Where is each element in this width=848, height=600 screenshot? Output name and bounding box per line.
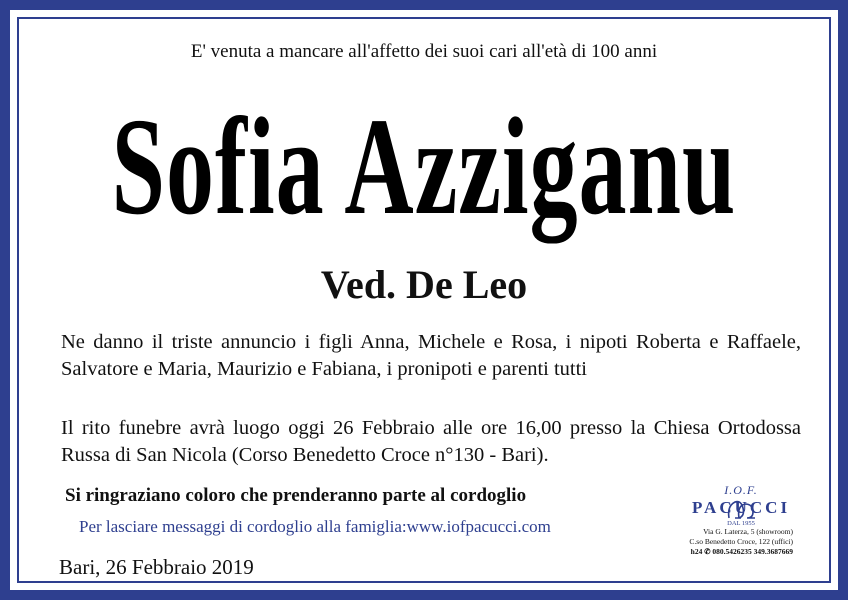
intro-text: E' venuta a mancare all'affetto dei suoi cari all'età di 100 anni [190, 41, 658, 62]
widow-of-text: Ved. De Leo [320, 262, 528, 307]
phone-contacts: h24 ✆ 080.5426235 349.3687669 [690, 547, 793, 556]
notice-card [17, 17, 831, 583]
thanks-text: Si ringraziano coloro che prenderanno parte al cordoglio [65, 485, 527, 506]
logo-name: PACUCCI [691, 498, 791, 517]
logo-since: DAL 1955 [727, 520, 755, 527]
funeral-home-logo [661, 483, 821, 557]
deceased-name: Sofia Azziganu [111, 88, 737, 244]
address-showroom: Via G. Laterza, 5 (showroom) [703, 527, 793, 536]
frame-white-gap [10, 10, 838, 590]
funeral-info: Il rito funebre avrà luogo oggi 26 Febbraio alle ore 16,00 presso la Chiesa Ortodossa Russa di San Nicola (Corso Benedetto Croce n°130 - Bari). [61, 417, 801, 466]
place-date: Bari, 26 Febbraio 2019 [59, 555, 254, 579]
logo-prefix: I.O.F. [724, 483, 758, 497]
address-offices: C.so Benedetto Croce, 122 (uffici) [689, 537, 793, 546]
condolence-link[interactable]: Per lasciare messaggi di cordoglio alla famiglia:www.iofpacucci.com [79, 517, 551, 536]
family-announcement: Ne danno il triste annuncio i figli Anna, Michele e Rosa, i nipoti Roberta e Raffaele, Salvatore e Maria, Maurizio e Fabiana, i pronipoti e parenti tutti [61, 331, 801, 380]
